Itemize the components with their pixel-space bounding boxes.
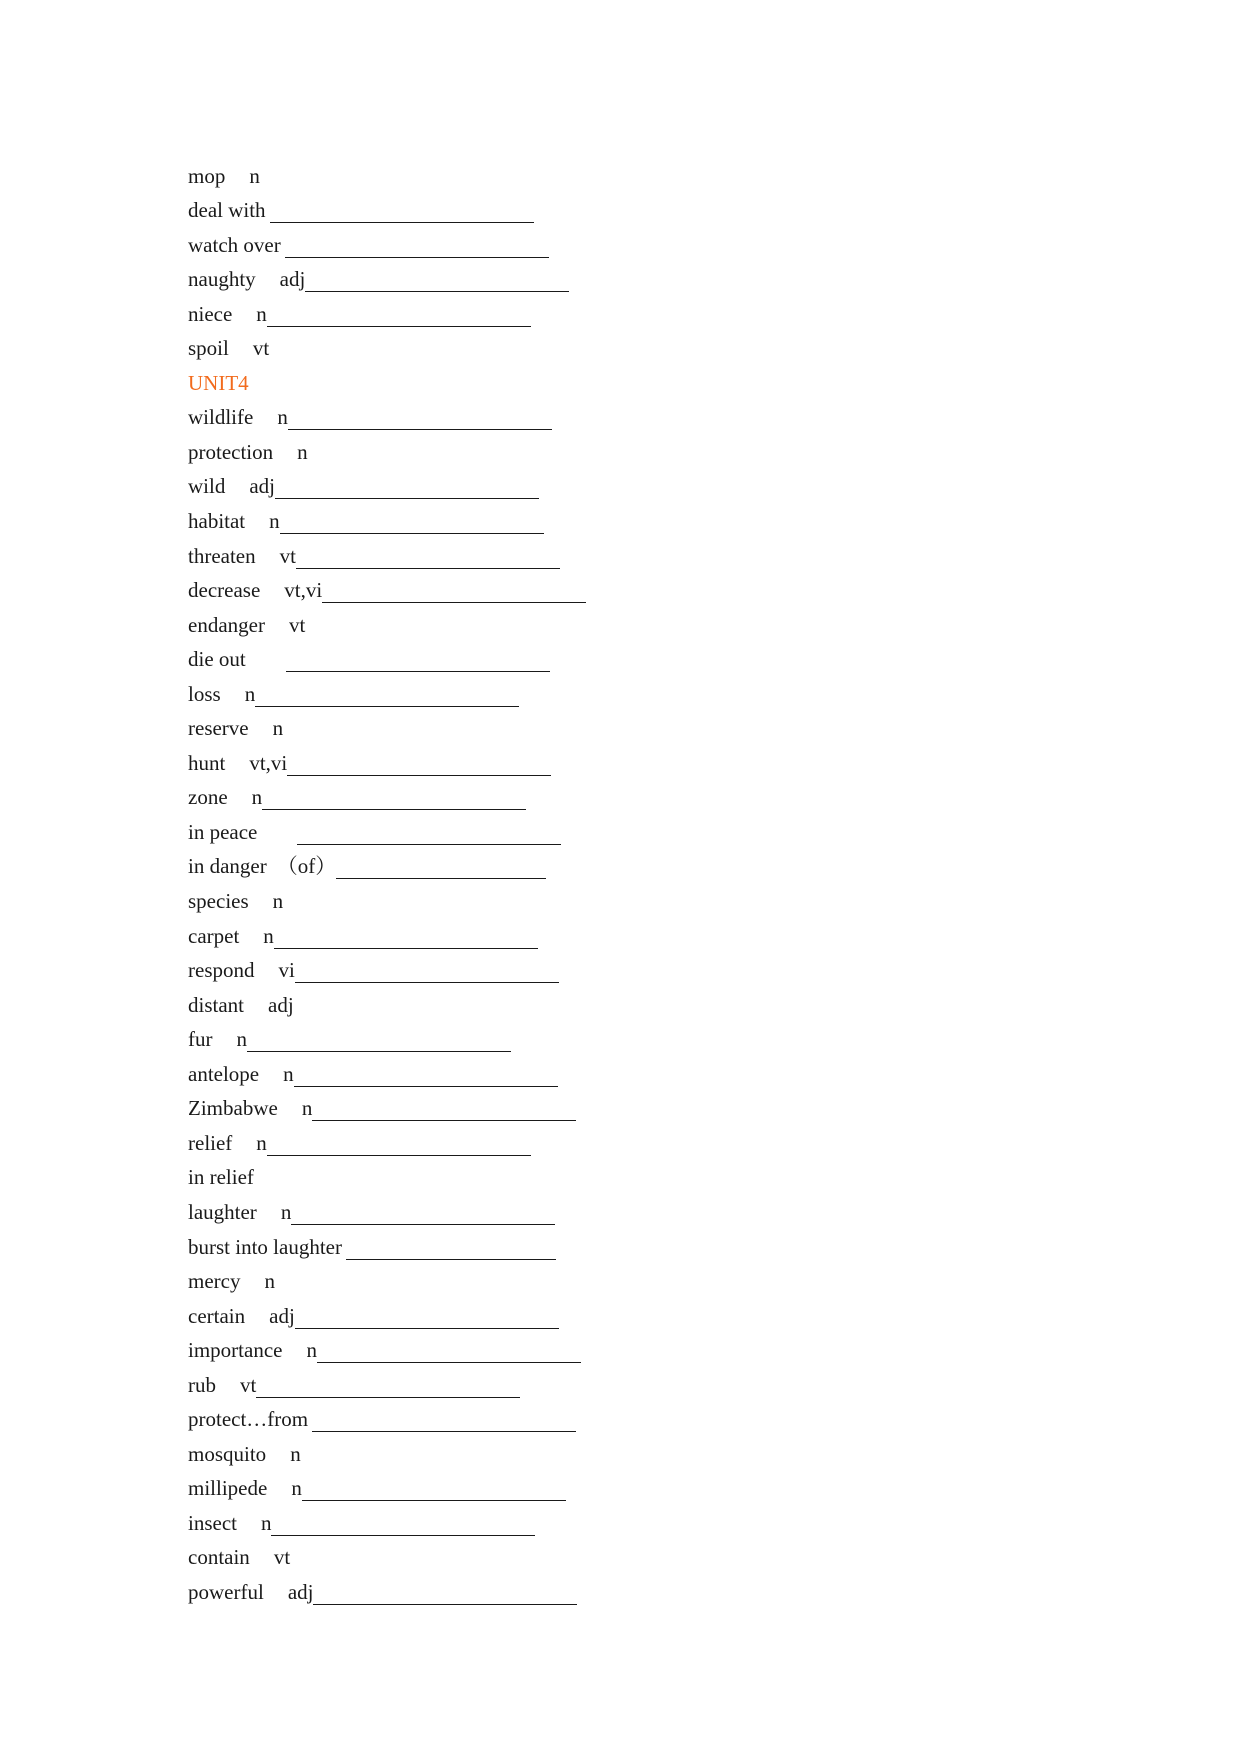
vocab-word: wildlife xyxy=(188,405,254,430)
vocab-word: wild xyxy=(188,474,226,499)
part-of-speech: n xyxy=(251,785,263,810)
part-of-speech: n xyxy=(291,1476,302,1501)
answer-blank[interactable] xyxy=(256,1397,520,1398)
vocab-word: antelope xyxy=(188,1061,260,1086)
vocab-line xyxy=(188,814,888,849)
vocab-word: carpet xyxy=(188,923,240,948)
vocab-line xyxy=(188,711,888,746)
part-of-speech: n xyxy=(283,1061,294,1086)
answer-blank[interactable] xyxy=(295,982,559,983)
vocab-word: species xyxy=(188,889,249,914)
vocab-line xyxy=(188,1574,888,1609)
vocab-line xyxy=(188,1436,888,1471)
answer-blank[interactable] xyxy=(247,1051,511,1052)
part-of-speech: vt xyxy=(273,1545,291,1570)
vocab-line xyxy=(188,607,888,642)
vocab-line xyxy=(188,262,888,297)
vocab-line xyxy=(188,331,888,366)
vocab-word: insect xyxy=(188,1510,237,1535)
vocab-word: burst into laughter xyxy=(188,1234,342,1259)
answer-blank[interactable] xyxy=(317,1362,581,1363)
vocab-line xyxy=(188,1402,888,1437)
vocab-word: habitat xyxy=(188,509,246,534)
part-of-speech: adj xyxy=(268,992,294,1017)
vocabulary-list xyxy=(188,158,888,1609)
vocab-line xyxy=(188,1022,888,1057)
vocab-word: laughter xyxy=(188,1199,257,1224)
vocab-word: protection xyxy=(188,439,274,464)
vocab-line xyxy=(188,1471,888,1506)
vocab-line xyxy=(188,953,888,988)
vocab-line xyxy=(188,1505,888,1540)
vocab-word: threaten xyxy=(188,543,256,568)
answer-blank[interactable] xyxy=(296,568,560,569)
vocab-line xyxy=(188,1540,888,1575)
part-of-speech: vt xyxy=(240,1372,257,1397)
answer-blank[interactable] xyxy=(280,533,544,534)
vocab-word: endanger xyxy=(188,612,265,637)
answer-blank[interactable] xyxy=(285,257,549,258)
vocab-line xyxy=(188,1125,888,1160)
vocab-line xyxy=(188,676,888,711)
vocab-word: in relief xyxy=(188,1165,254,1190)
answer-blank[interactable] xyxy=(313,1604,577,1605)
answer-blank[interactable] xyxy=(312,1431,576,1432)
answer-blank[interactable] xyxy=(255,706,519,707)
vocab-word: naughty xyxy=(188,267,256,292)
vocab-line xyxy=(188,296,888,331)
vocab-line xyxy=(188,1056,888,1091)
vocab-word: loss xyxy=(188,681,221,706)
unit-heading: UNIT4 xyxy=(188,370,249,395)
vocab-line xyxy=(188,1194,888,1229)
part-of-speech: adj xyxy=(249,474,275,499)
answer-blank[interactable] xyxy=(297,844,561,845)
part-of-speech: vt,vi xyxy=(249,750,288,775)
vocab-word: contain xyxy=(188,1545,250,1570)
part-of-speech: n xyxy=(249,163,260,188)
answer-blank[interactable] xyxy=(286,671,550,672)
part-of-speech: n xyxy=(260,1510,272,1535)
vocab-word: Zimbabwe xyxy=(188,1096,278,1121)
part-of-speech: vt,vi xyxy=(284,578,323,603)
answer-blank[interactable] xyxy=(346,1259,556,1260)
vocab-word: respond xyxy=(188,958,255,983)
part-of-speech: n xyxy=(290,1441,301,1466)
part-of-speech: n xyxy=(280,1199,292,1224)
part-of-speech: n xyxy=(297,439,308,464)
part-of-speech: adj xyxy=(287,1579,314,1604)
part-of-speech: n xyxy=(256,301,267,326)
part-of-speech: n xyxy=(301,1096,313,1121)
vocab-word: millipede xyxy=(188,1476,268,1501)
answer-blank[interactable] xyxy=(291,1224,555,1225)
answer-blank[interactable] xyxy=(322,602,586,603)
vocab-line xyxy=(188,1298,888,1333)
vocab-line xyxy=(188,538,888,573)
answer-blank[interactable] xyxy=(305,291,569,292)
part-of-speech: vt xyxy=(252,336,270,361)
vocab-word: reserve xyxy=(188,716,249,741)
vocab-line xyxy=(188,642,888,677)
part-of-speech: n xyxy=(272,889,284,914)
vocab-line xyxy=(188,469,888,504)
vocab-word: deal with xyxy=(188,198,266,223)
answer-blank[interactable] xyxy=(295,1328,559,1329)
vocab-word: mop xyxy=(188,163,226,188)
vocab-line xyxy=(188,918,888,953)
answer-blank[interactable] xyxy=(270,222,534,223)
vocab-word: spoil xyxy=(188,336,229,361)
vocab-line xyxy=(188,883,888,918)
part-of-speech: n xyxy=(256,1130,267,1155)
vocab-word: distant xyxy=(188,992,244,1017)
vocab-word: protect…from xyxy=(188,1407,309,1432)
part-of-speech: n xyxy=(269,509,280,534)
vocab-line xyxy=(188,987,888,1022)
vocab-word: decrease xyxy=(188,578,261,603)
answer-blank[interactable] xyxy=(312,1120,576,1121)
answer-blank[interactable] xyxy=(287,775,551,776)
vocab-word: importance xyxy=(188,1338,283,1363)
vocab-word: in peace xyxy=(188,819,258,844)
vocab-line xyxy=(188,158,888,193)
vocab-line xyxy=(188,434,888,469)
vocab-line xyxy=(188,227,888,262)
vocab-word: fur xyxy=(188,1027,213,1052)
vocab-word: mosquito xyxy=(188,1441,267,1466)
answer-blank[interactable] xyxy=(271,1535,535,1536)
part-of-speech: n xyxy=(272,716,284,741)
answer-blank[interactable] xyxy=(267,1155,531,1156)
vocab-word: watch over xyxy=(188,232,281,257)
part-of-speech: adj xyxy=(269,1303,295,1328)
vocab-line xyxy=(188,1264,888,1299)
vocab-word: rub xyxy=(188,1372,216,1397)
part-of-speech: vt xyxy=(288,612,306,637)
part-of-speech: n xyxy=(306,1338,317,1363)
vocab-line xyxy=(188,400,888,435)
vocab-word: certain xyxy=(188,1303,246,1328)
answer-blank[interactable] xyxy=(267,326,531,327)
part-of-speech: n xyxy=(244,681,256,706)
vocab-line xyxy=(188,780,888,815)
answer-blank[interactable] xyxy=(262,809,526,810)
vocab-line xyxy=(188,1333,888,1368)
vocab-word: die out xyxy=(188,647,246,672)
part-of-speech: n xyxy=(236,1027,247,1052)
answer-blank[interactable] xyxy=(294,1086,558,1087)
answer-blank[interactable] xyxy=(302,1500,566,1501)
vocab-word: in danger xyxy=(188,854,267,879)
part-of-speech: n xyxy=(277,405,288,430)
vocab-word: zone xyxy=(188,785,228,810)
vocab-word: powerful xyxy=(188,1579,264,1604)
part-of-speech: vt xyxy=(279,543,296,568)
vocab-word: hunt xyxy=(188,750,226,775)
vocab-line xyxy=(188,193,888,228)
answer-blank[interactable] xyxy=(274,948,538,949)
part-of-speech: n xyxy=(264,1269,275,1294)
part-of-speech: （of） xyxy=(276,854,337,879)
part-of-speech: adj xyxy=(279,267,306,292)
vocab-line xyxy=(188,1229,888,1264)
vocab-word: relief xyxy=(188,1130,233,1155)
vocab-line xyxy=(188,1160,888,1195)
vocab-line xyxy=(188,503,888,538)
part-of-speech: n xyxy=(263,923,274,948)
vocab-word: mercy xyxy=(188,1269,241,1294)
part-of-speech: vi xyxy=(278,958,295,983)
vocab-word: niece xyxy=(188,301,233,326)
answer-blank[interactable] xyxy=(288,429,552,430)
answer-blank[interactable] xyxy=(275,498,539,499)
answer-blank[interactable] xyxy=(336,878,546,879)
vocab-line xyxy=(188,573,888,608)
vocab-line xyxy=(188,849,888,884)
vocab-line xyxy=(188,1091,888,1126)
vocab-line xyxy=(188,1367,888,1402)
vocab-line xyxy=(188,745,888,780)
